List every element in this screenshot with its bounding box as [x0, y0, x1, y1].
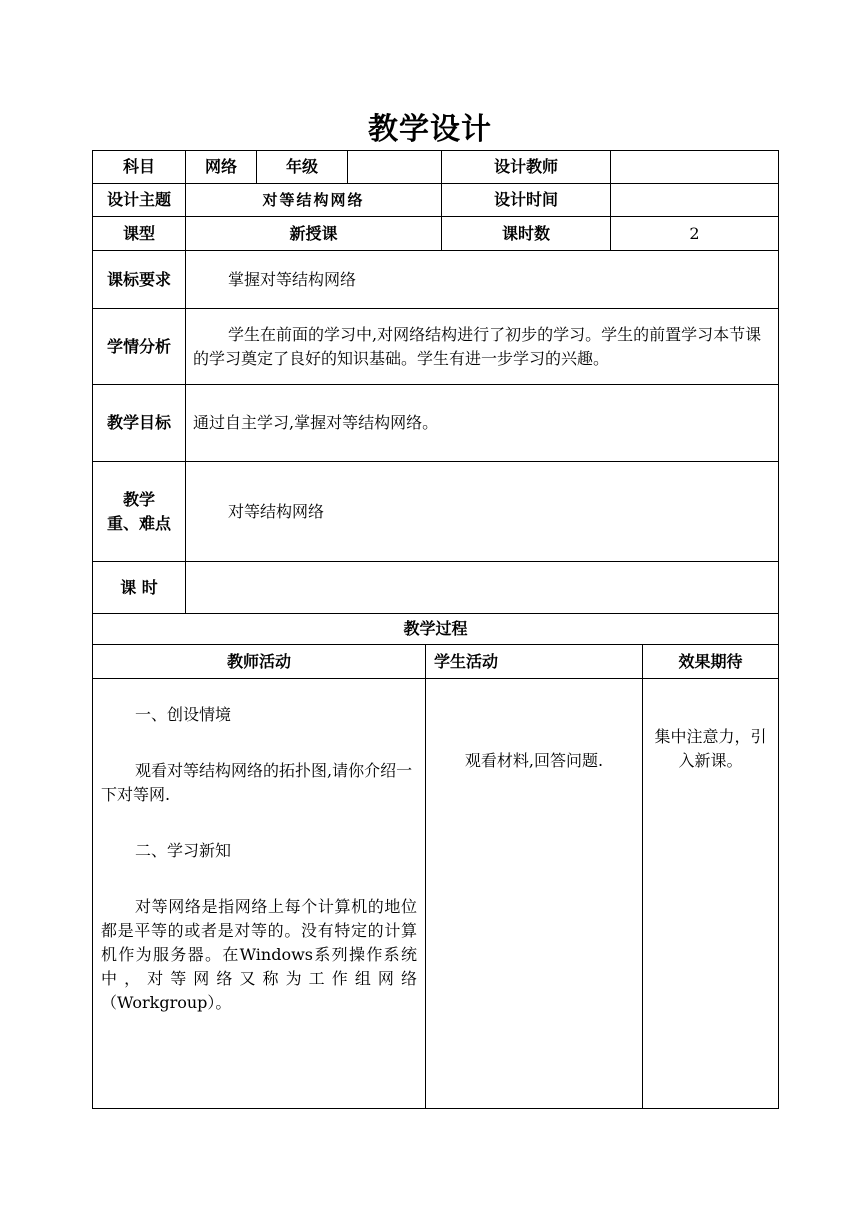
standards-text — [185, 250, 779, 309]
topic-label: 设计主题 — [92, 183, 186, 217]
key-points-text-content: 对等结构网络 — [228, 501, 325, 521]
effect-header: 效果期待 — [642, 644, 779, 679]
analysis-paragraph: 学生在前面的学习中,对网络结构进行了初步的学习。学生的前置学习本节课的学习奠定了良好的知识基础。学生有进一步学习的兴趣。 — [193, 324, 762, 368]
time-value — [610, 183, 779, 217]
analysis-text — [185, 308, 779, 385]
grade-label: 年级 — [256, 150, 348, 184]
standards-label: 课标要求 — [92, 250, 186, 309]
subject-label: 科目 — [92, 150, 186, 184]
teacher-value — [610, 150, 779, 184]
process-title: 教学过程 — [92, 613, 779, 645]
hours-label: 课时数 — [441, 216, 611, 251]
teacher-paragraph-heading-1: 一、创设情境 — [135, 705, 232, 724]
period-text — [185, 561, 779, 614]
grade-value — [347, 150, 442, 184]
type-label: 课型 — [92, 216, 186, 251]
topic-value: 对等结构网络 — [185, 183, 442, 217]
objectives-text-content: 通过自主学习,掌握对等结构网络。 — [193, 413, 439, 432]
teacher-activity-content — [92, 678, 426, 1109]
subject-value: 网络 — [185, 150, 257, 184]
analysis-label: 学情分析 — [92, 308, 186, 385]
key-points-text — [185, 461, 779, 562]
objectives-text — [185, 384, 779, 462]
student-activity-content — [425, 678, 643, 1109]
teacher-paragraph-text-1: 观看对等结构网络的拓扑图,请你介绍一下对等网. — [101, 761, 413, 804]
type-value: 新授课 — [185, 216, 442, 251]
key-points-label — [92, 461, 186, 562]
hours-value: 2 — [610, 216, 779, 251]
time-label: 设计时间 — [441, 183, 611, 217]
effect-text: 集中注意力，引入新课。 — [654, 727, 767, 770]
page-title: 教学设计 — [368, 112, 492, 147]
teacher-activity-header: 教师活动 — [92, 644, 426, 679]
effect-content — [642, 678, 779, 1109]
key-points-label-line2: 重、难点 — [106, 513, 171, 533]
teacher-paragraph-heading-2: 二、学习新知 — [135, 841, 232, 860]
teacher-label: 设计教师 — [441, 150, 611, 184]
objectives-label: 教学目标 — [92, 384, 186, 462]
teacher-paragraph-text-2: 对等网络是指网络上每个计算机的地位都是平等的或者是对等的。没有特定的计算机作为服务器。在Windows系列操作系统中，对等网络又称为工作组网络（Workgroup）。 — [101, 897, 417, 1012]
standards-text-content: 掌握对等结构网络 — [228, 269, 357, 289]
key-points-label-line1: 教学 — [122, 489, 155, 509]
student-activity-text: 观看材料,回答问题. — [464, 751, 604, 770]
student-activity-header: 学生活动 — [425, 644, 643, 679]
period-label: 课 时 — [92, 561, 186, 614]
